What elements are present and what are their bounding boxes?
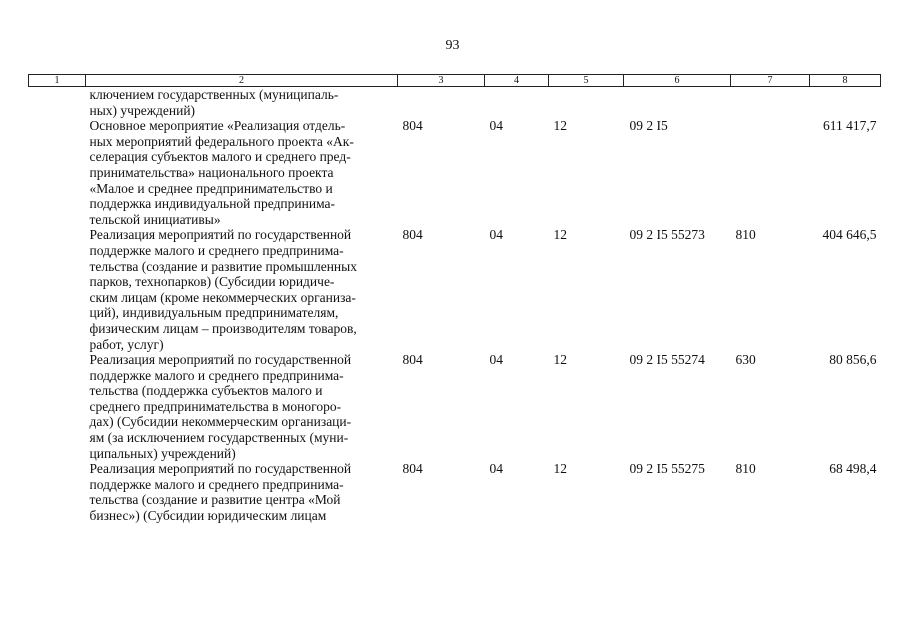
description-line: Реализация мероприятий по государственной <box>89 352 352 368</box>
table-row <box>29 352 881 461</box>
description-line: Реализация мероприятий по государственной <box>89 227 352 243</box>
table-header <box>29 75 881 87</box>
column-header: 5 <box>549 75 624 87</box>
description-line: тельской инициативы» <box>89 211 221 227</box>
section-code: 04 <box>489 352 503 368</box>
page-number: 93 <box>445 38 460 53</box>
section-code: 04 <box>489 227 503 243</box>
row-number-cell <box>29 227 86 352</box>
row-description <box>86 352 398 461</box>
subsection-code: 12 <box>553 227 567 243</box>
section-code: 04 <box>489 118 503 134</box>
table-row <box>29 461 881 523</box>
target-article-code: 09 2 I5 55275 <box>629 461 705 477</box>
row-description <box>86 227 398 352</box>
amount-value: 404 646,5 <box>822 227 877 243</box>
ministry-code: 804 <box>402 461 423 477</box>
description-line: ных) учреждений) <box>89 102 196 118</box>
column-header: 3 <box>398 75 485 87</box>
row-description <box>86 461 398 523</box>
target-article-code: 09 2 I5 55273 <box>629 227 705 243</box>
table-row <box>29 227 881 352</box>
expense-type-code <box>731 87 810 119</box>
description-line: Основное мероприятие «Реализация отдель- <box>89 118 346 134</box>
description-line: Реализация мероприятий по государственной <box>89 461 352 477</box>
description-line: тельства (создание и развитие промышленных <box>89 258 357 274</box>
row-number-cell <box>29 461 86 523</box>
description-line: физическим лицам – производителям товаров, <box>89 320 357 336</box>
description-line: среднего предпринимательства в моногоро- <box>89 398 342 414</box>
column-header: 1 <box>29 75 86 87</box>
expense-type-code: 810 <box>735 227 756 243</box>
description-line: ципальных) учреждений) <box>89 445 236 461</box>
table-body <box>29 87 881 524</box>
description-line: «Малое и среднее предпринимательство и <box>89 180 333 196</box>
table-row <box>29 118 881 227</box>
ministry-code: 804 <box>402 227 423 243</box>
subsection-code: 12 <box>553 118 567 134</box>
row-description <box>86 87 398 119</box>
target-article-code: 09 2 I5 <box>629 118 668 134</box>
amount-value: 611 417,7 <box>823 118 877 134</box>
ministry-code <box>398 87 485 119</box>
section-code <box>485 87 549 119</box>
description-line: ским лицам (кроме некоммерческих организа- <box>89 289 356 305</box>
expense-type-code: 630 <box>735 352 756 368</box>
budget-table <box>28 74 881 524</box>
description-line: поддержка индивидуальной предпринима- <box>89 196 336 212</box>
subsection-code <box>549 87 624 119</box>
subsection-code: 12 <box>553 461 567 477</box>
description-line: принимательства» национального проекта <box>89 164 334 180</box>
description-line: поддержке малого и среднего предпринима- <box>89 242 344 258</box>
description-line: ключением государственных (муниципаль- <box>89 87 339 102</box>
description-line: ций), индивидуальным предпринимателям, <box>89 305 339 321</box>
description-line: селерация субъектов малого и среднего пред- <box>89 149 351 165</box>
target-article-code <box>624 87 731 119</box>
description-line: бизнес») (Субсидии юридическим лицам <box>89 508 327 524</box>
amount-value: 80 856,6 <box>829 352 877 368</box>
table-row <box>29 87 881 119</box>
row-number-cell <box>29 87 86 119</box>
description-line: работ, услуг) <box>89 336 164 352</box>
row-number-cell <box>29 118 86 227</box>
description-line: тельства (поддержка субъектов малого и <box>89 383 323 399</box>
column-header: 4 <box>485 75 549 87</box>
ministry-code: 804 <box>402 118 423 134</box>
description-line: поддержке малого и среднего предпринима- <box>89 476 344 492</box>
column-header: 8 <box>810 75 881 87</box>
row-number-cell <box>29 352 86 461</box>
amount-value: 68 498,4 <box>829 461 877 477</box>
subsection-code: 12 <box>553 352 567 368</box>
expense-type-code: 810 <box>735 461 756 477</box>
description-line: тельства (создание и развитие центра «Мой <box>89 492 341 508</box>
section-code: 04 <box>489 461 503 477</box>
description-line: ям (за исключением государственных (муни- <box>89 430 349 446</box>
column-header: 7 <box>731 75 810 87</box>
description-line: поддержке малого и среднего предпринима- <box>89 367 344 383</box>
row-description <box>86 118 398 227</box>
expense-type-code <box>731 118 810 227</box>
description-line: парков, технопарков) (Субсидии юридиче- <box>89 274 335 290</box>
amount-value <box>810 87 881 119</box>
column-header: 2 <box>86 75 398 87</box>
target-article-code: 09 2 I5 55274 <box>629 352 705 368</box>
column-header: 6 <box>624 75 731 87</box>
description-line: дах) (Субсидии некоммерческим организаци- <box>89 414 352 430</box>
description-line: ных мероприятий федерального проекта «Ак- <box>89 133 354 149</box>
ministry-code: 804 <box>402 352 423 368</box>
